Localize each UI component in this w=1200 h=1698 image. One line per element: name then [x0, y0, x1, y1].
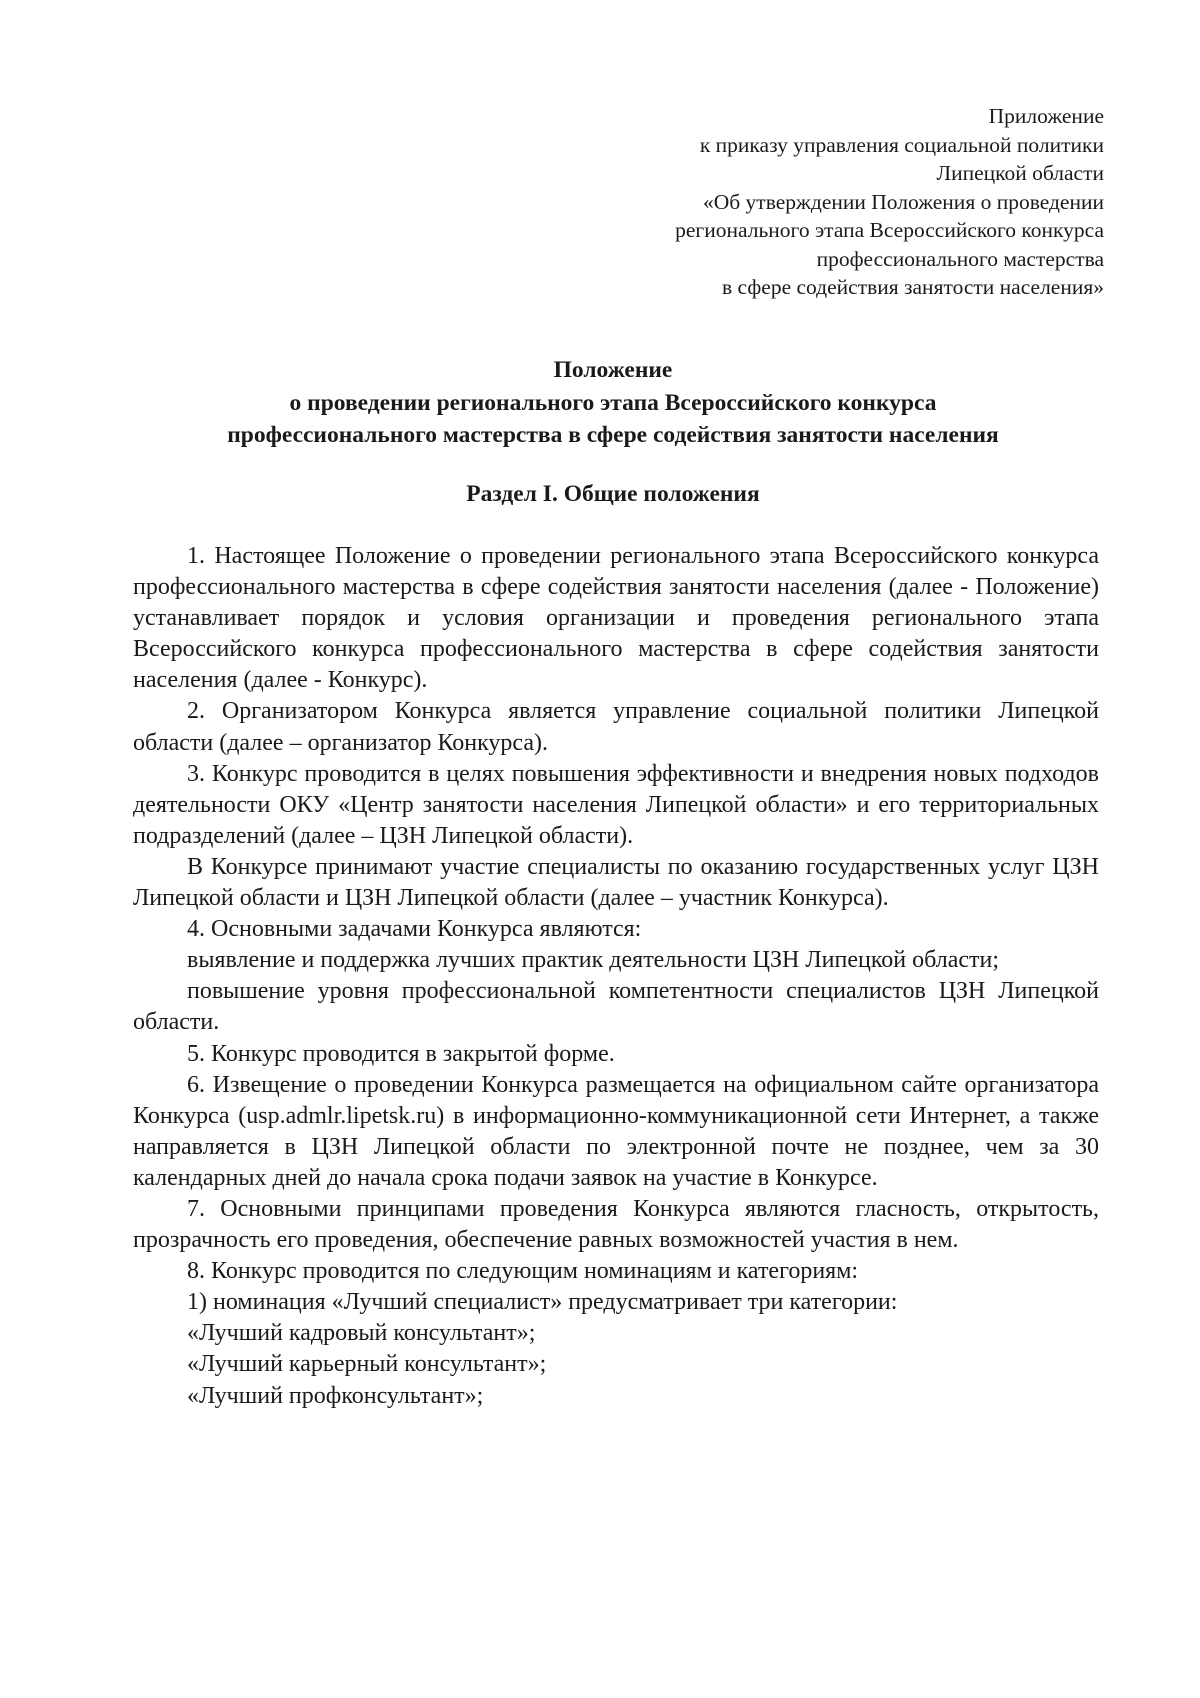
title-line: Положение — [553, 357, 673, 383]
paragraph: 3. Конкурс проводится в целях повышения эффективности и внедрения новых подходов деятельности ОКУ «Центр занятости населения Липецкой области» и его территориальных подразделений (далее – ЦЗН Липецкой области). — [133, 760, 1099, 849]
paragraph: 8. Конкурс проводится по следующим номинациям и категориям: — [187, 1258, 859, 1285]
paragraph: 6. Извещение о проведении Конкурса размещается на официальном сайте организатора Конкурса (usp.admlr.lipetsk.ru) в информационно-коммуникационной сети Интернет, а также направляется в ЦЗН Липецкой области по электронной почте не позднее, чем за 30 календарных дней до начала срока подачи заявок на участие в Конкурсе. — [133, 1071, 1099, 1191]
paragraph: выявление и поддержка лучших практик деятельности ЦЗН Липецкой области; — [187, 947, 1000, 974]
section-heading: Раздел I. Общие положения — [466, 481, 760, 507]
list-item: «Лучший профконсультант»; — [187, 1382, 484, 1409]
list-item: «Лучший карьерный консультант»; — [187, 1351, 547, 1378]
appendix-line: Приложение — [988, 104, 1104, 128]
paragraph: 1) номинация «Лучший специалист» предусматривает три категории: — [187, 1289, 898, 1316]
paragraph: 4. Основными задачами Конкурса являются: — [187, 916, 642, 943]
paragraph: повышение уровня профессиональной компетентности специалистов ЦЗН Липецкой области. — [133, 978, 1099, 1036]
paragraph: 1. Настоящее Положение о проведении регионального этапа Всероссийского конкурса профессионального мастерства в сфере содействия занятости населения (далее - Положение) устанавливает порядок и условия организации и проведения регионального этапа Всероссийского конкурса профессионального мастерства в сфере содействия занятости населения (далее - Конкурс). — [133, 543, 1099, 694]
title-line: профессионального мастерства в сфере содействия занятости населения — [227, 422, 999, 448]
paragraph: 5. Конкурс проводится в закрытой форме. — [187, 1040, 615, 1067]
appendix-line: в сфере содействия занятости населения» — [722, 275, 1104, 299]
paragraph: В Конкурсе принимают участие специалисты по оказанию государственных услуг ЦЗН Липецкой области и ЦЗН Липецкой области (далее – участник Конкурса). — [133, 853, 1099, 912]
appendix-header — [464, 102, 1104, 302]
paragraph: 7. Основными принципами проведения Конкурса являются гласность, открытость, прозрачность его проведения, обеспечение равных возможностей участия в нем. — [133, 1195, 1099, 1254]
document-body — [133, 541, 1099, 1412]
appendix-line: «Об утверждении Положения о проведении — [702, 189, 1104, 214]
appendix-line: профессионального мастерства — [816, 246, 1104, 271]
appendix-line: к приказу управления социальной политики — [699, 132, 1104, 157]
list-item: «Лучший кадровый консультант»; — [187, 1320, 536, 1347]
paragraph: 2. Организатором Конкурса является управление социальной политики Липецкой области (далее – организатор Конкурса). — [133, 698, 1099, 756]
appendix-line: регионального этапа Всероссийского конкурса — [675, 218, 1104, 242]
appendix-line: Липецкой области — [936, 161, 1104, 185]
document-title — [120, 354, 1106, 452]
title-line: о проведении регионального этапа Всероссийского конкурса — [289, 389, 937, 416]
